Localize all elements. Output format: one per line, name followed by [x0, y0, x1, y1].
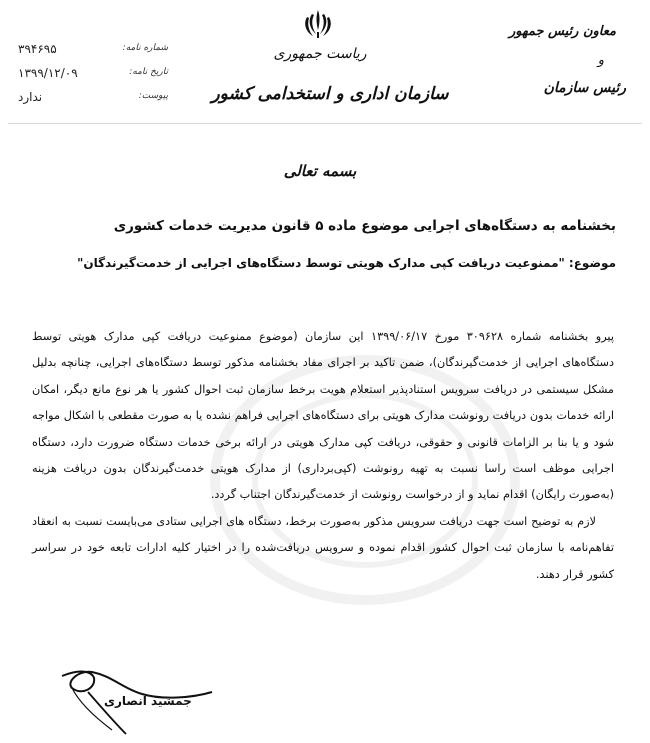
- handwritten-signature-icon: [52, 648, 252, 738]
- org-line-presidency: ریاست جمهوری: [273, 46, 367, 62]
- letter-attachment-value: ندارد: [18, 90, 43, 104]
- letter-attachment-row: [8, 88, 208, 112]
- org-line-organization: سازمان اداری و استخدامی کشور: [211, 84, 449, 104]
- basmala-heading: بسمه تعالی: [283, 162, 357, 180]
- body-paragraph-2: لازم به توضیح است جهت دریافت سرویس مذکور به‌صورت برخط، دستگاه های اجرایی ستادی می‌بایست نسبت به انعقاد تفاهم‌نامه با سازمان ثبت احوال کشور اقدام نموده و سرویس دریافت‌شده را در اختیار کلیه ادارات تابعه خود در سراسر کشور قرار دهند.: [32, 514, 614, 581]
- letter-number-row: [8, 40, 208, 64]
- circular-subject: موضوع: "ممنوعیت دریافت کپی مدارک هویتی توسط دستگاه‌های اجرایی از خدمت‌گیرندگان": [77, 256, 616, 270]
- letter-date-value: ۱۳۹۹/۱۲/۰۹: [18, 66, 78, 80]
- body-paragraph-1: پیرو بخشنامه شماره ۳۰۹۶۲۸ مورخ ۱۳۹۹/۰۶/۱۷ این سازمان (موضوع ممنوعیت دریافت کپی مدارک هویتی توسط دستگاه‌های اجرایی از خدمت‌گیرندگان)، ضمن تاکید بر اجرای مفاد بخشنامه مذکور توسط دستگاه‌های اجرایی، چنانچه بدلیل مشکل سیستمی در دریافت سرویس استنادپذیر استعلام هویت برخط سازمان ثبت احوال کشور یا هر نوع مانع دیگر، امکان ارائه خدمات بدون دریافت رونوشت مدارک هویتی برای دستگاه‌های اجرایی فراهم نشده یا به صورت مقطعی با اشکال مواجه شود و یا بنا بر الزامات قانونی و حقوقی، دریافت کپی مدارک هویتی در ارائه برخی خدمات دستگاه ضرورت دارد، دستگاه اجرایی موظف است راسا نسبت به تهیه رونوشت (کپی‌برداری) از مدارک هویتی خدمت‌گیرندگان بدون دریافت هزینه (به‌صورت رایگان) اقدام نماید و از درخواست رونوشت از خدمت‌گیرندگان اجتناب گردد.: [32, 330, 614, 502]
- letter-date-row: [8, 64, 208, 88]
- letter-body: [32, 324, 614, 588]
- recipient-line-1: معاون رئیس جمهور: [508, 24, 616, 39]
- letter-attachment-label: پیوست:: [138, 91, 168, 101]
- recipient-line-3: رئیس سازمان: [543, 80, 626, 96]
- header-divider: [8, 123, 642, 124]
- letter-number-label: شماره نامه:: [122, 43, 168, 53]
- letter-meta: [8, 40, 208, 120]
- circular-title: بخشنامه به دستگاه‌های اجرایی موضوع ماده ۵ قانون مدیریت خدمات کشوری: [113, 218, 616, 234]
- recipient-line-2: و: [597, 53, 604, 68]
- iran-emblem-icon: [300, 8, 336, 40]
- signatory-name: جمشید انصاری: [104, 694, 192, 708]
- letter-date-label: تاریخ نامه:: [129, 67, 168, 77]
- letter-number-value: ۳۹۴۶۹۵: [18, 42, 57, 56]
